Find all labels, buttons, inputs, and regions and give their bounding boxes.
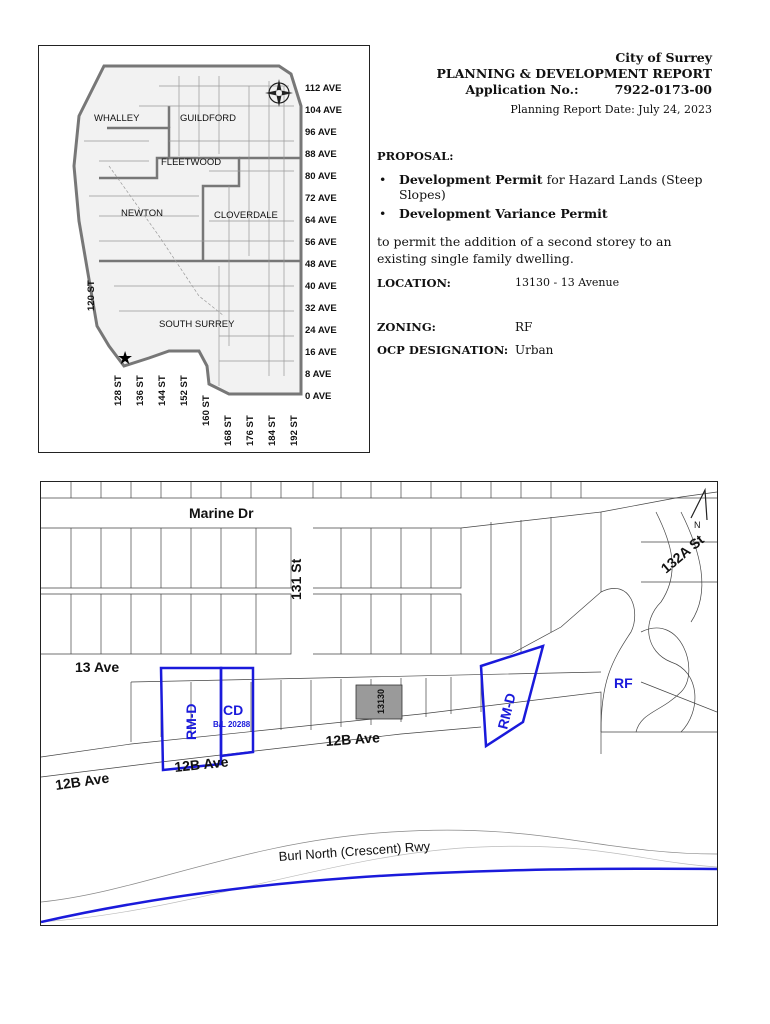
report-date: Planning Report Date: July 24, 2023 — [510, 103, 712, 116]
area-label: FLEETWOOD — [161, 157, 222, 168]
svg-text:128 ST: 128 ST — [113, 375, 124, 406]
road-label: 12B Ave — [325, 729, 381, 749]
road-label: 13 Ave — [75, 659, 120, 675]
road-label: 132A St — [657, 531, 707, 577]
svg-text:192 ST: 192 ST — [289, 415, 300, 446]
subject-lot-label: 13130 — [376, 688, 386, 714]
subject-location-star-icon: ★ — [117, 348, 134, 368]
key-map-drawing — [39, 46, 369, 452]
svg-text:48 AVE: 48 AVE — [305, 259, 337, 270]
svg-text:168 ST: 168 ST — [223, 415, 234, 446]
svg-text:144 ST: 144 ST — [157, 375, 168, 406]
application-label: Application No.: — [465, 82, 579, 97]
proposal-heading: PROPOSAL: — [377, 149, 454, 163]
rail-line — [41, 869, 717, 922]
svg-text:56 AVE: 56 AVE — [305, 237, 337, 248]
road-label: 12B Ave — [54, 769, 111, 793]
city-name: City of Surrey — [615, 50, 712, 65]
zoning-label: ZONING: — [377, 320, 436, 334]
avenue-labels — [305, 83, 342, 402]
road-label: 131 St — [288, 558, 304, 600]
area-label: WHALLEY — [94, 113, 140, 124]
svg-text:80 AVE: 80 AVE — [305, 171, 337, 182]
svg-text:40 AVE: 40 AVE — [305, 281, 337, 292]
svg-text:184 ST: 184 ST — [267, 415, 278, 446]
ocp-value: Urban — [515, 343, 554, 357]
svg-text:16 AVE: 16 AVE — [305, 347, 337, 358]
road-label: 12B Ave — [173, 753, 230, 775]
report-header — [437, 50, 712, 118]
area-label: CLOVERDALE — [214, 210, 278, 221]
report-title: PLANNING & DEVELOPMENT REPORT — [436, 66, 712, 81]
north-arrow-icon — [691, 490, 707, 530]
site-map-drawing — [41, 482, 717, 925]
svg-text:88 AVE: 88 AVE — [305, 149, 337, 160]
svg-text:152 ST: 152 ST — [179, 375, 190, 406]
proposal-item: • Development Variance Permit — [377, 206, 707, 221]
location-value: 13130 - 13 Avenue — [515, 276, 620, 289]
zone-label: RF — [614, 675, 633, 691]
ocp-label: OCP DESIGNATION: — [377, 343, 509, 357]
svg-text:64 AVE: 64 AVE — [305, 215, 337, 226]
proposal-list — [377, 172, 707, 225]
application-number: 7922-0173-00 — [614, 82, 712, 97]
svg-text:32 AVE: 32 AVE — [305, 303, 337, 314]
svg-text:104 AVE: 104 AVE — [305, 105, 342, 116]
area-label: SOUTH SURREY — [159, 319, 235, 330]
svg-text:160 ST: 160 ST — [201, 395, 212, 426]
zone-outlines — [161, 646, 543, 770]
zone-label: B/L 20288 — [213, 720, 251, 729]
road-label: Burl North (Crescent) Rwy — [278, 838, 431, 864]
road-label: Marine Dr — [189, 505, 254, 521]
zone-label: RM-D — [494, 691, 519, 731]
svg-text:120 ST: 120 ST — [86, 280, 97, 311]
key-map — [38, 45, 370, 453]
location-label: LOCATION: — [377, 276, 451, 290]
svg-text:112 AVE: 112 AVE — [305, 83, 342, 94]
proposal-description: to permit the addition of a second storey to an existing single family dwelling. — [377, 234, 672, 266]
zone-label: RM-D — [183, 703, 199, 740]
zoning-value: RF — [515, 320, 533, 334]
site-map — [40, 481, 718, 926]
road-labels — [54, 505, 707, 864]
zone-label: CD — [223, 702, 244, 718]
svg-text:24 AVE: 24 AVE — [305, 325, 337, 336]
svg-text:72 AVE: 72 AVE — [305, 193, 337, 204]
svg-text:N: N — [694, 520, 701, 530]
proposal-item: • Development Permit for Hazard Lands (Steep Slopes) — [377, 172, 707, 202]
zone-labels — [183, 675, 633, 740]
area-label: NEWTON — [121, 208, 164, 219]
svg-text:136 ST: 136 ST — [135, 375, 146, 406]
application-number-row — [437, 82, 712, 98]
svg-text:8 AVE: 8 AVE — [305, 369, 332, 380]
area-label: GUILDFORD — [180, 113, 236, 124]
svg-text:96 AVE: 96 AVE — [305, 127, 337, 138]
svg-text:0 AVE: 0 AVE — [305, 391, 332, 402]
svg-text:176 ST: 176 ST — [245, 415, 256, 446]
